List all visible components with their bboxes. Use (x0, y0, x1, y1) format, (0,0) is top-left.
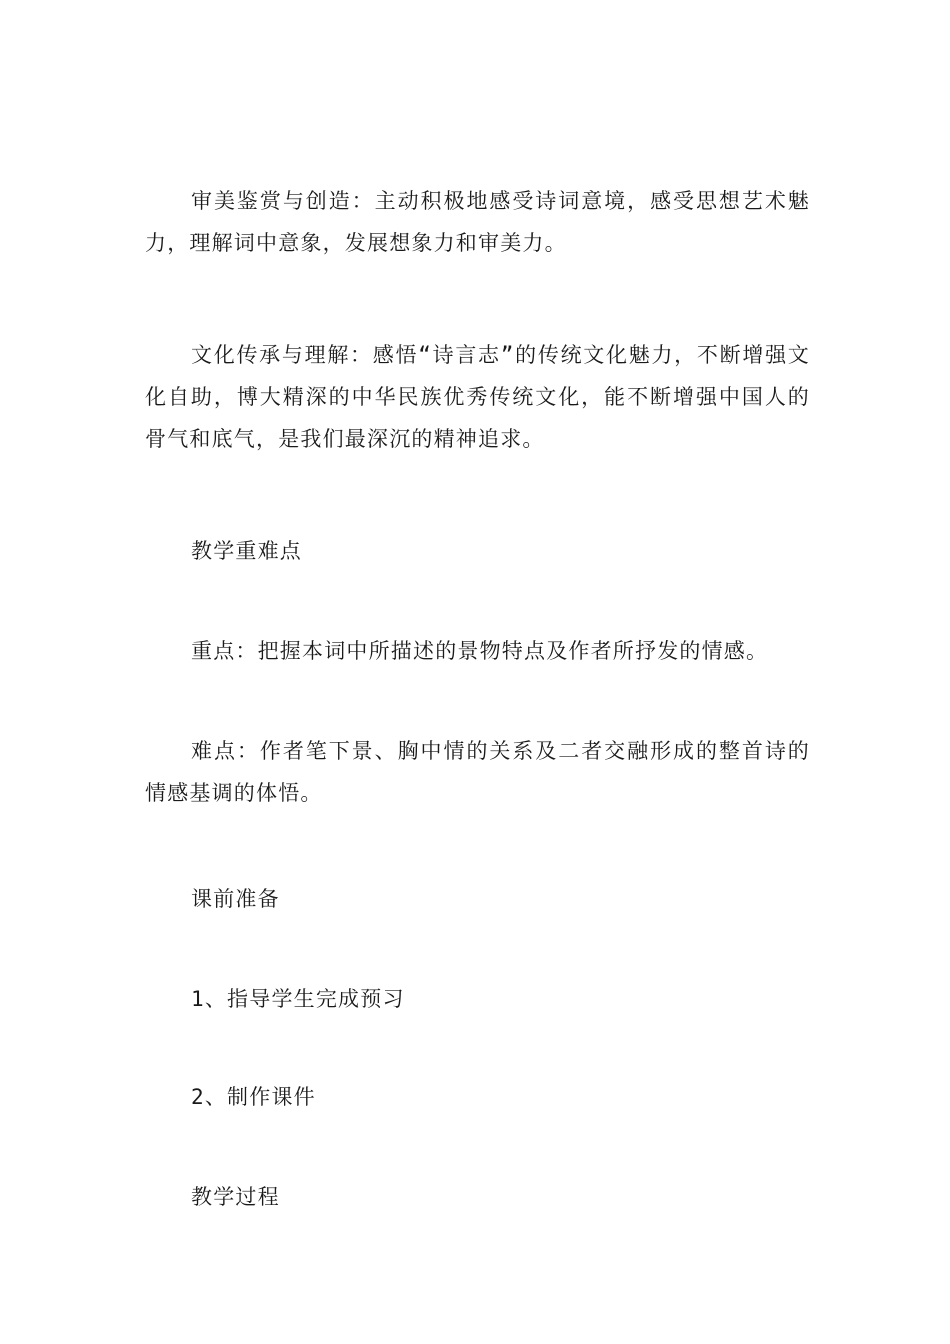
list-item-courseware: 2、制作课件 (191, 1085, 316, 1109)
paragraph-aesthetic-goal: 审美鉴赏与创造：主动积极地感受诗词意境，感受思想艺术魅力，理解词中意象，发展想象力和审美力。 (145, 189, 810, 255)
heading-key-points: 教学重难点 (191, 539, 302, 563)
paragraph-difficult-point: 难点：作者笔下景、胸中情的关系及二者交融形成的整首诗的情感基调的体悟。 (145, 739, 810, 805)
heading-teaching-process: 教学过程 (191, 1185, 280, 1209)
paragraph-key-point: 重点：把握本词中所描述的景物特点及作者所抒发的情感。 (191, 639, 769, 663)
list-item-preview: 1、指导学生完成预习 (191, 987, 405, 1011)
heading-preparation: 课前准备 (191, 887, 280, 911)
paragraph-culture-goal: 文化传承与理解：感悟“诗言志”的传统文化魅力，不断增强文化自助，博大精深的中华民族优秀传统文化，能不断增强中国人的骨气和底气，是我们最深沉的精神追求。 (145, 343, 810, 451)
